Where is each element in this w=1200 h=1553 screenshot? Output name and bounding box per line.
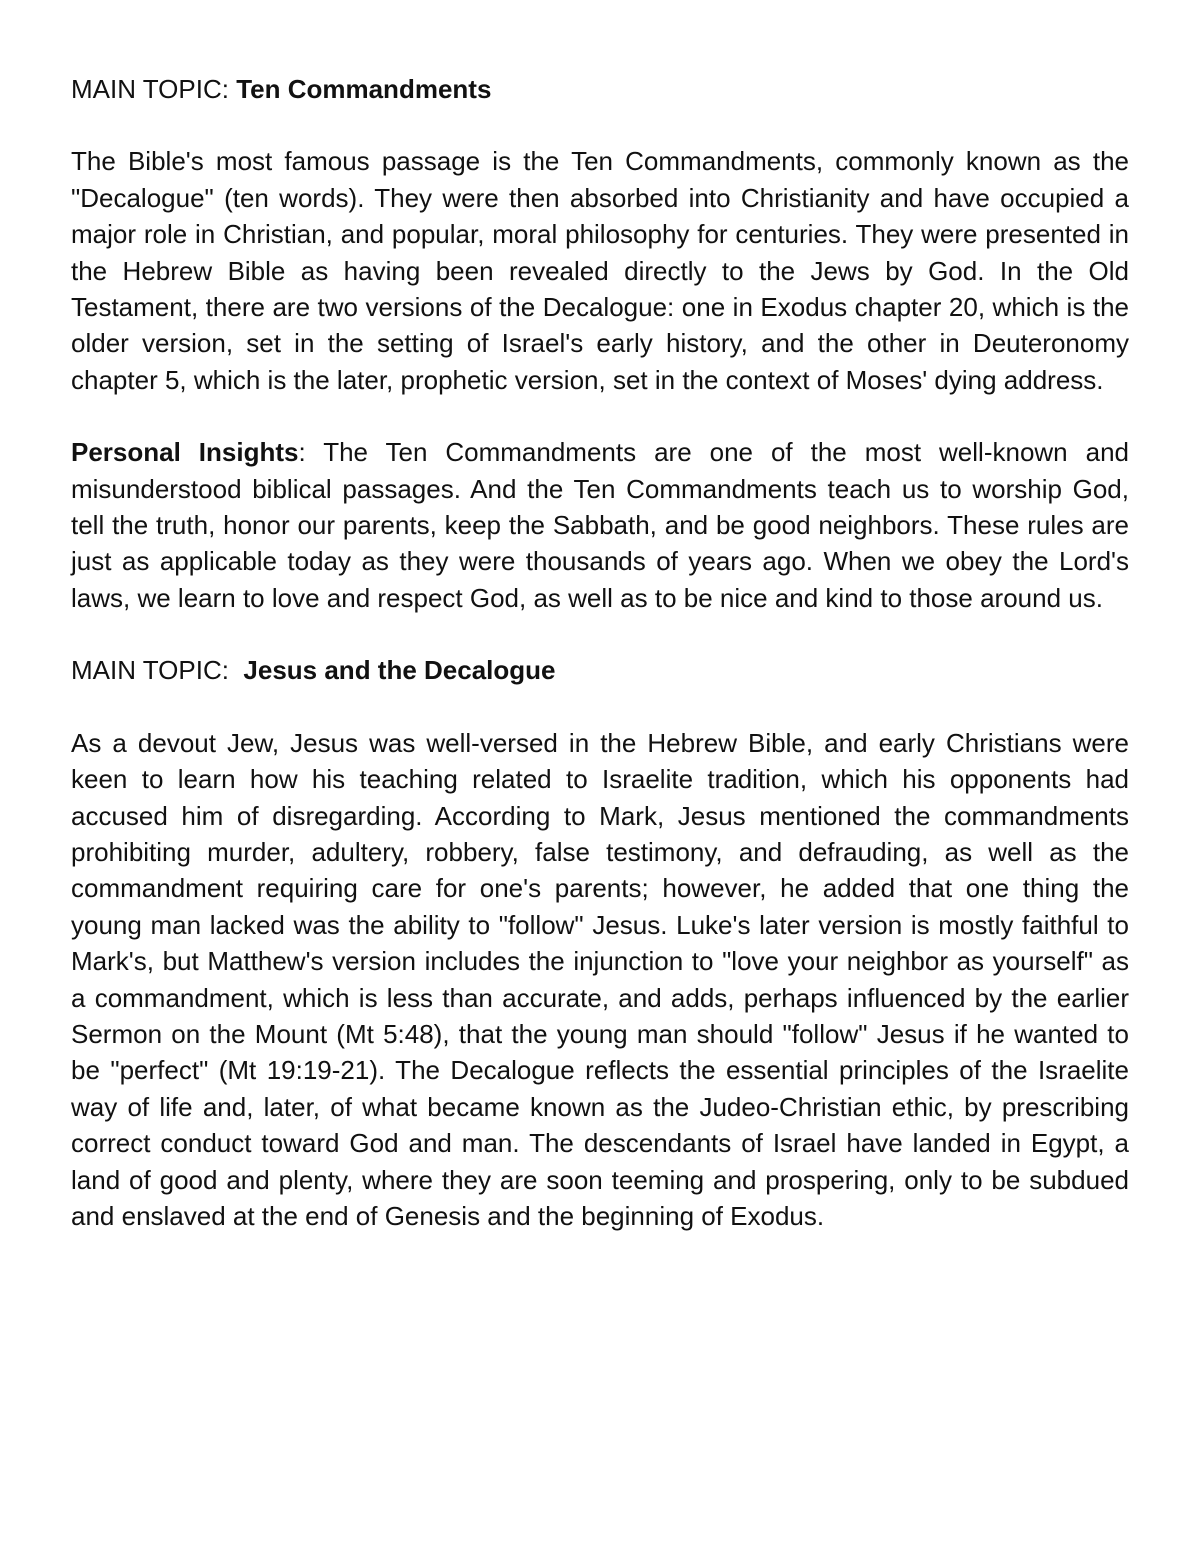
intro-paragraph: The Bible's most famous passage is the Ten Commandments, commonly known as the "Decalogue" (ten words). They were then absorbed into Christianity and have occupied a major role in Christian, and popular, moral philosophy for centuries. They were presented in the Hebrew Bible as having been revealed directly to the Jews by God. In the Old Testament, there are two versions of the Decalogue: one in Exodus chapter 20, which is the older version, set in the setting of Israel's early history, and the other in Deuteronomy chapter 5, which is the later, prophetic version, set in the context of Moses' dying address. (71, 146, 1129, 395)
main-topic-heading-1 (71, 71, 1129, 107)
document-body (71, 71, 1129, 1234)
personal-insights-paragraph (71, 434, 1129, 616)
main-topic-label-2: MAIN TOPIC: (71, 655, 244, 686)
main-topic-title-1: Ten Commandments (236, 74, 492, 104)
personal-insights-label: Personal Insights (71, 437, 299, 468)
jesus-decalogue-paragraph: As a devout Jew, Jesus was well-versed in the Hebrew Bible, and early Christians were keen to learn how his teaching related to Israelite tradition, which his opponents had accused him of disregarding. According to Mark, Jesus mentioned the commandments prohibiting murder, adultery, robbery, false testimony, and defrauding, as well as the commandment requiring care for one's parents; however, he added that one thing the young man lacked was the ability to "follow" Jesus. Luke's later version is mostly faithful to Mark's, but Matthew's version includes the injunction to "love your neighbor as yourself" as a commandment, which is less than accurate, and adds, perhaps influenced by the earlier Sermon on the Mount (Mt 5:48), that the young man should "follow" Jesus if he wanted to be "perfect" (Mt 19:19-21). The Decalogue reflects the essential principles of the Israelite way of life and, later, of what became known as the Judeo-Christian ethic, by prescribing correct conduct toward God and man. The descendants of Israel have landed in Egypt, a land of good and plenty, where they are soon teeming and prospering, only to be subdued and enslaved at the end of Genesis and the beginning of Exodus. (71, 727, 1129, 1231)
main-topic-title-2: Jesus and the Decalogue (243, 655, 556, 686)
personal-insights-text: : The Ten Commandments are one of the most well-known and misunderstood biblical passages. And the Ten Commandments teach us to worship God, tell the truth, honor our parents, keep the Sabbath, and be good neighbors. These rules are just as applicable today as they were thousands of years ago. When we obey the Lord's laws, we learn to love and respect God, as well as to be nice and kind to those around us. (71, 437, 1129, 613)
main-topic-heading-2 (71, 652, 1129, 688)
main-topic-label-1: MAIN TOPIC: (71, 74, 237, 104)
